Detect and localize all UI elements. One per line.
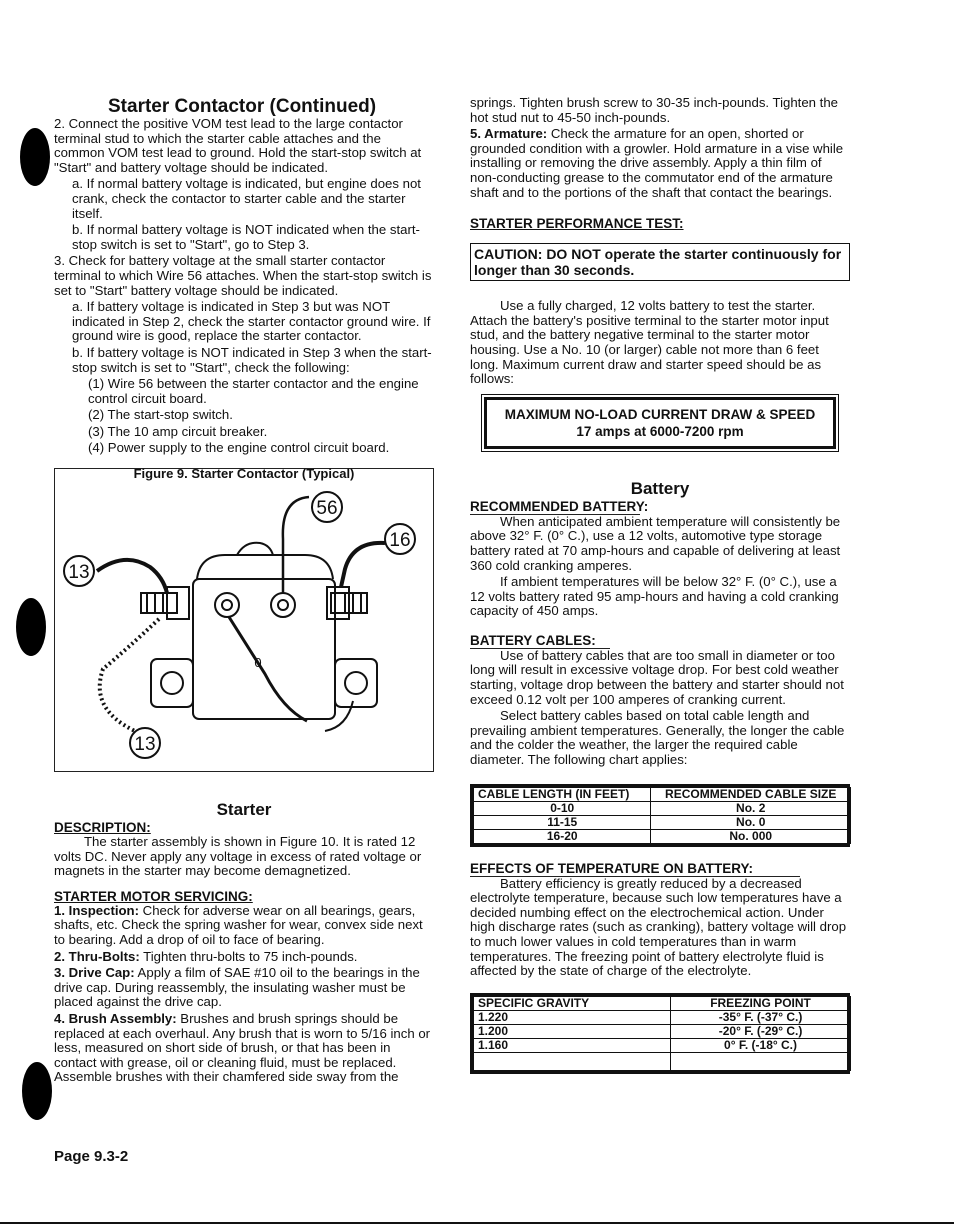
table-row (474, 815, 851, 829)
table-cell: 1.200 (474, 1024, 671, 1038)
step-2b: b. If normal battery voltage is NOT indicated when the start-stop switch is set to "Start", go to Step 3. (72, 222, 420, 252)
performance-test-text: Use a fully charged, 12 volts battery to test the starter. Attach the battery's positive terminal to the starter motor input stud, and the battery negative terminal to the starter motor housing. Use a No. 10 (or larger) cable not more than 6 feet long. Maximum current draw and starter speed should be as follows: (470, 298, 829, 387)
section-heading-starter-contactor: Starter Contactor (Continued) (108, 96, 377, 117)
text-thru-bolts: Tighten thru-bolts to 75 inch-pounds. (139, 948, 358, 964)
table-cell: 0-10 (474, 801, 651, 815)
specific-gravity-table (470, 993, 850, 1074)
max-current-box (484, 397, 836, 449)
text-inspection: Check for adverse wear on all bearings, gears, shafts, etc. Check the spring washer for wear, convex side next to bearing. Add a drop of oil to face of bearing. (54, 902, 423, 948)
max-current-title: MAXIMUM NO-LOAD CURRENT DRAW & SPEED (504, 406, 816, 422)
binder-hole-middle (16, 598, 46, 656)
caution-box: CAUTION: DO NOT operate the starter continuously for longer than 30 seconds. (470, 243, 850, 281)
servicing-step-3 (54, 966, 434, 1010)
label-brush-assembly: 4. Brush Assembly: (54, 1011, 177, 1026)
table-cell: 1.160 (474, 1038, 671, 1052)
table-cell: -20° F. (-29° C.) (671, 1024, 851, 1038)
table-row (474, 1010, 851, 1024)
table-row (474, 1052, 851, 1070)
temperature-effects-text: Battery efficiency is greatly reduced by a decreased electrolyte temperature, because such low temperatures have a decided numbing effect on the electrochemical action. Under high discharge rates (such as cranking), battery voltage will drop to much lower values in cold temperatures than in warm temperatures. The freezing point of battery electrolyte fluid is affected by the state of charge of the electrolyte. (470, 875, 847, 979)
description-heading: DESCRIPTION: (54, 820, 151, 836)
table-header: CABLE LENGTH (IN FEET) (474, 787, 651, 801)
recommended-battery-heading: RECOMMENDED BATTERY: (470, 498, 649, 514)
text-drive-cap: Apply a film of SAE #10 oil to the bearings in the drive cap. During reassembly, the insulating washer must be placed against the drive cap. (54, 965, 420, 1010)
temperature-effects-heading: EFFECTS OF TEMPERATURE ON BATTERY: (470, 860, 753, 876)
servicing-heading: STARTER MOTOR SERVICING: (54, 888, 253, 904)
table-cell: No. 000 (651, 829, 851, 843)
binder-hole-top (20, 128, 50, 186)
table-cell: -35° F. (-37° C.) (671, 1010, 851, 1024)
step-2a: a. If normal battery voltage is indicated, but engine does not crank, check the contactor to starter cable and the starter itself. (72, 176, 421, 221)
check-item: (2) The start-stop switch. (88, 407, 233, 423)
battery-cables-text-1: Use of battery cables that are too small in diameter or too long will result in excessive voltage drop. For best cold weather starting, voltage drop between the battery and starter should not exceed 0.12 volt per 100 amperes of cranking current. (470, 647, 844, 707)
table-cell (671, 1052, 851, 1070)
table-row (474, 829, 851, 843)
label-thru-bolts: 2. Thru-Bolts: (54, 948, 140, 964)
table-header-row (474, 787, 851, 801)
step-3a: a. If battery voltage is indicated in Step 3 but was NOT indicated in Step 2, check the starter contactor ground wire. If ground wire is good, replace the starter contactor. (72, 299, 431, 344)
servicing-continued: springs. Tighten brush screw to 30-35 inch-pounds. Tighten the hot stud nut to 45-50 inch-pounds. (470, 95, 838, 125)
callout-wire-16: 16 (389, 530, 411, 552)
figure-caption: Figure 9. Starter Contactor (Typical) (133, 466, 355, 482)
bottom-rule (0, 1222, 954, 1224)
section-heading-battery: Battery (630, 478, 690, 498)
table-header: FREEZING POINT (671, 996, 851, 1010)
callout-wire-56: 56 (316, 498, 338, 520)
table-row (474, 1024, 851, 1038)
table-cell: 0° F. (-18° C.) (671, 1038, 851, 1052)
max-current-value: 17 amps at 6000-7200 rpm (576, 423, 744, 439)
performance-test-heading: STARTER PERFORMANCE TEST: (470, 216, 684, 232)
check-item: (1) Wire 56 between the starter contactor and the engine control circuit board. (88, 376, 419, 406)
recommended-battery-text-1: When anticipated ambient temperature will consistently be above 32° F. (0° C.), use a 12 volts, automotive type storage battery rated at 70 amp-hours and capable of delivering at least 360 cold cranking amperes. (470, 513, 841, 573)
cable-size-table (470, 784, 850, 847)
step-2: 2. Connect the positive VOM test lead to the large contactor terminal stud to which the starter cable attaches and the common VOM test lead to ground. Hold the start-stop switch at "Start" and battery voltage should be indicated. (54, 116, 422, 175)
table-row (474, 801, 851, 815)
description-text: The starter assembly is shown in Figure 10. It is rated 12 volts DC. Never apply any voltage in excess of rated voltage or magnets in the starter may become demagnetized. (54, 834, 422, 879)
table-header-row (474, 996, 851, 1010)
table-cell: No. 2 (651, 801, 851, 815)
servicing-step-1 (54, 904, 434, 948)
table-cell: 11-15 (474, 815, 651, 829)
table-cell: No. 0 (651, 815, 851, 829)
battery-cables-text-2: Select battery cables based on total cable length and prevailing ambient temperatures. Generally, the longer the cable and the colder the weather, the larger the required cable diameter. The following chart applies: (470, 708, 845, 768)
table-header: RECOMMENDED CABLE SIZE (651, 787, 851, 801)
step-3: 3. Check for battery voltage at the small starter contactor terminal to which Wire 56 attaches. When the start-stop switch is set to "Start" battery voltage should be indicated. (54, 253, 432, 298)
label-inspection: 1. Inspection: (54, 902, 139, 918)
servicing-step-2 (54, 950, 434, 965)
table-header: SPECIFIC GRAVITY (474, 996, 671, 1010)
left-column (54, 96, 434, 1087)
right-column (470, 96, 850, 1074)
recommended-battery-text-2: If ambient temperatures will be below 32° F. (0° C.), use a 12 volts battery rated 95 amp-hours and having a cold cranking capacity of 450 amps. (470, 574, 839, 619)
page-number: Page 9.3-2 (54, 1148, 129, 1165)
figure-9-starter-contactor (54, 468, 434, 772)
table-row (474, 1038, 851, 1052)
table-cell: 1.220 (474, 1010, 671, 1024)
step-3b: b. If battery voltage is NOT indicated in Step 3 when the start-stop switch is set to "Start", check the following: (72, 344, 432, 375)
callout-wire-13-top: 13 (68, 562, 90, 584)
check-item: (4) Power supply to the engine control circuit board. (88, 440, 390, 456)
label-armature: 5. Armature: (470, 126, 548, 142)
table-cell (474, 1052, 671, 1070)
binder-hole-bottom (22, 1062, 52, 1120)
text-armature: Check the armature for an open, shorted or grounded condition with a growler. Hold armature in a vise while installing or removing the drive assembly. Apply a thin film of non-conducting grease to the commutator end of the armature shaft and to the portions of the shaft that contact the bearings. (470, 126, 844, 200)
servicing-step-4 (54, 1012, 434, 1085)
label-drive-cap: 3. Drive Cap: (54, 965, 135, 981)
text-brush-assembly: Brushes and brush springs should be replaced at each overhaul. Any brush that is worn to 5/16 inch or less, measured on short side of brush, or that has been in contact with grease, oil or cleaning fluid, must be replaced. Assemble brushes with their chamfered side sway from the (54, 1011, 431, 1085)
callout-wire-13-bottom: 13 (134, 734, 156, 756)
servicing-step-5 (470, 127, 850, 200)
section-heading-starter: Starter (216, 800, 272, 820)
check-item: (3) The 10 amp circuit breaker. (88, 423, 268, 439)
starter-contactor-illustration (55, 466, 431, 769)
battery-cables-heading: BATTERY CABLES: (470, 632, 596, 648)
callout-small-terminal: 0 (254, 655, 262, 671)
table-cell: 16-20 (474, 829, 651, 843)
